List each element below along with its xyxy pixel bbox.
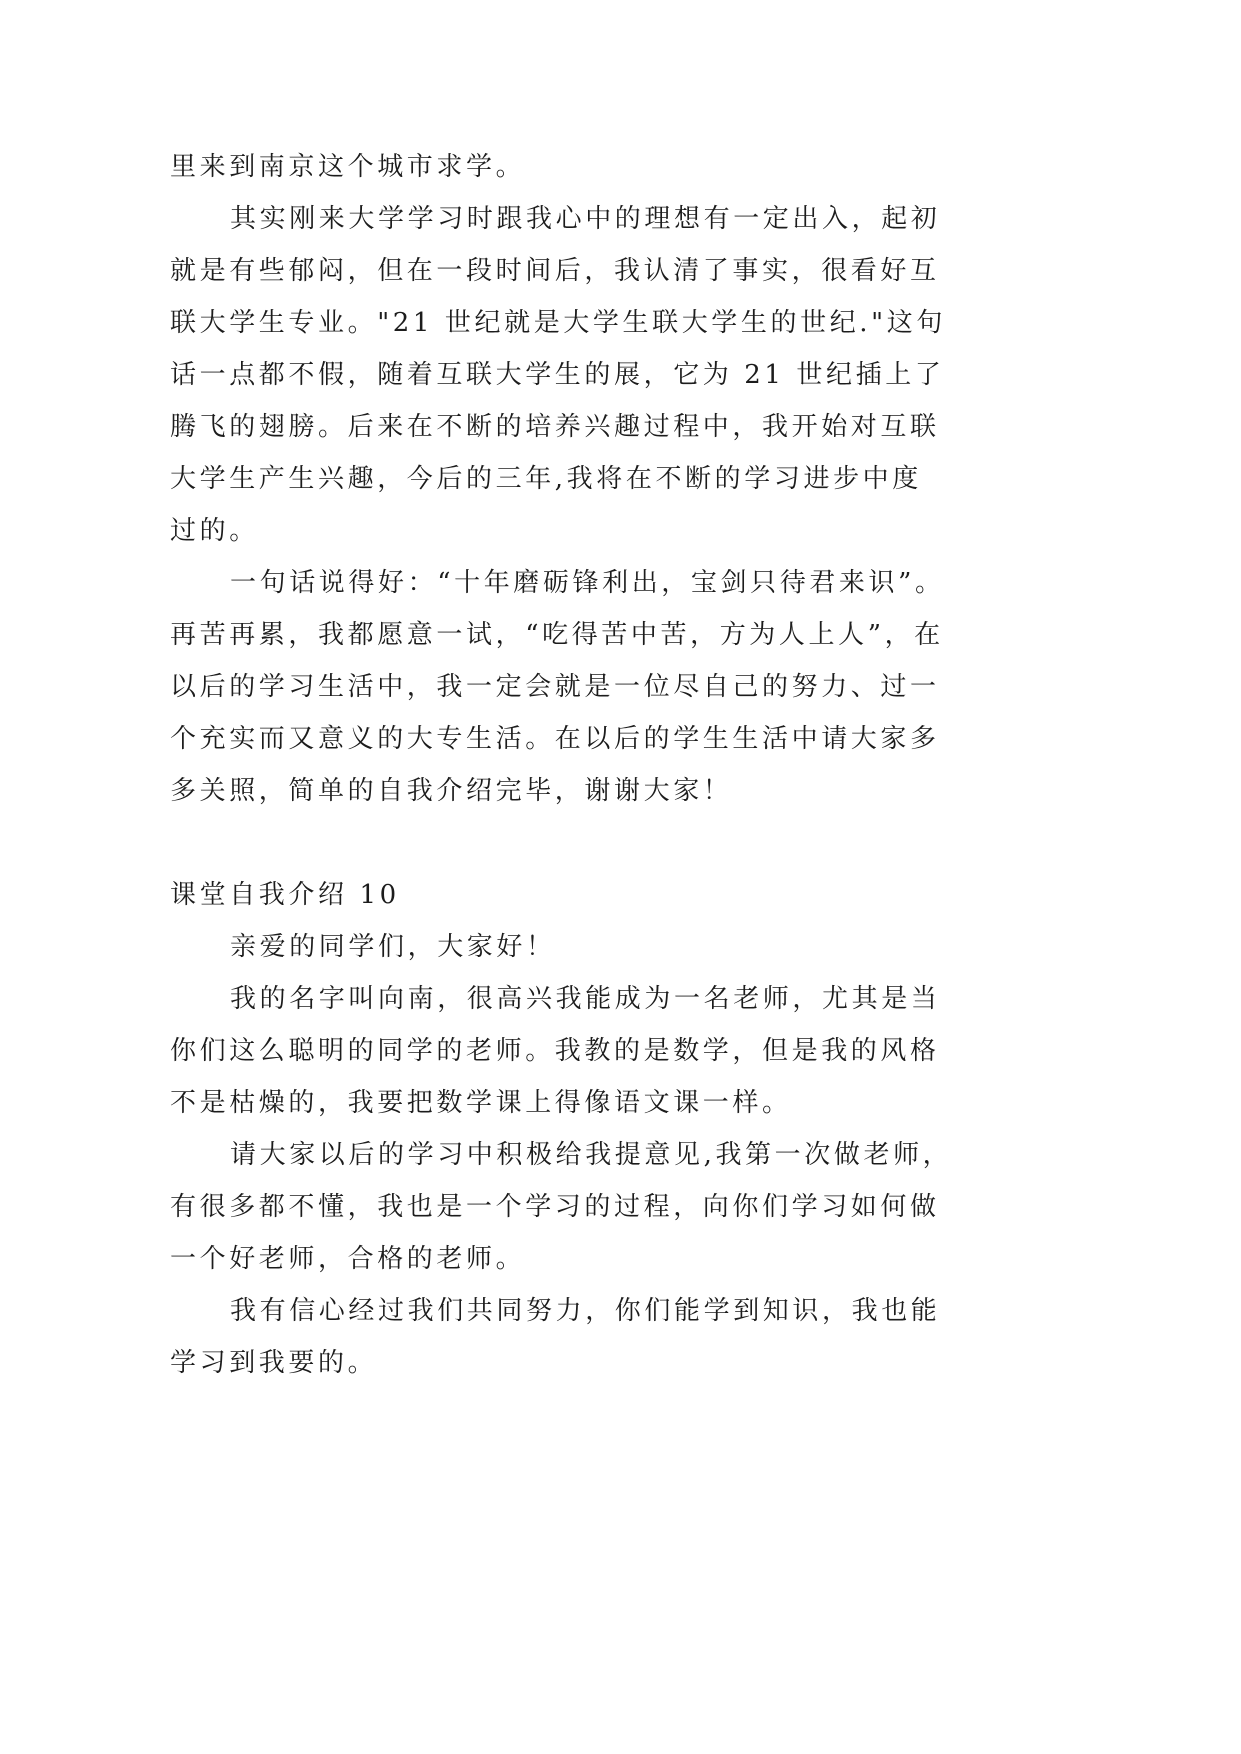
text-line: 有很多都不懂，我也是一个学习的过程，向你们学习如何做 (170, 1192, 940, 1222)
text-line: 话一点都不假，随着互联大学生的展，它为 21 世纪插上了 (170, 360, 945, 390)
text-line: 你们这么聪明的同学的老师。我教的是数学，但是我的风格 (170, 1036, 940, 1066)
document-section (170, 869, 1121, 1389)
text-line: 一个好老师，合格的老师。 (170, 1244, 526, 1274)
text-line: 里来到南京这个城市求学。 (170, 152, 526, 182)
text-line: 过的。 (170, 516, 259, 546)
section-heading: 课堂自我介绍 10 (170, 880, 400, 910)
paragraph (170, 193, 1121, 557)
paragraph (170, 1285, 1121, 1389)
text-line: 我的名字叫向南，很高兴我能成为一名老师，尤其是当 (230, 984, 941, 1014)
text-line: 学习到我要的。 (170, 1348, 378, 1378)
paragraph (170, 1129, 1121, 1285)
text-line: 其实刚来大学学习时跟我心中的理想有一定出入，起初 (230, 204, 941, 234)
text-line: 以后的学习生活中，我一定会就是一位尽自己的努力、过一 (170, 672, 940, 702)
text-line: 一句话说得好：“十年磨砺锋利出，宝剑只待君来识”。 (230, 568, 945, 598)
text-line: 多关照，简单的自我介绍完毕，谢谢大家！ (170, 776, 733, 806)
text-line: 大学生产生兴趣，今后的三年,我将在不断的学习进步中度 (170, 464, 922, 494)
text-line: 腾飞的翅膀。后来在不断的培养兴趣过程中，我开始对互联 (170, 412, 940, 442)
text-line: 联大学生专业。"21 世纪就是大学生联大学生的世纪."这句 (170, 308, 946, 338)
text-line: 请大家以后的学习中积极给我提意见,我第一次做老师， (230, 1140, 953, 1170)
text-line: 亲爱的同学们，大家好！ (230, 932, 556, 962)
text-line: 不是枯燥的，我要把数学课上得像语文课一样。 (170, 1088, 792, 1118)
document-section (170, 141, 1121, 817)
paragraph (170, 557, 1121, 817)
paragraph (170, 973, 1121, 1129)
paragraph (170, 141, 1121, 193)
paragraph (170, 921, 1121, 973)
text-line: 我有信心经过我们共同努力，你们能学到知识，我也能 (230, 1296, 941, 1326)
text-line: 个充实而又意义的大专生活。在以后的学生生活中请大家多 (170, 724, 940, 754)
text-line: 再苦再累，我都愿意一试，“吃得苦中苦，方为人上人”，在 (170, 620, 944, 650)
text-line: 就是有些郁闷，但在一段时间后，我认清了事实，很看好互 (170, 256, 940, 286)
